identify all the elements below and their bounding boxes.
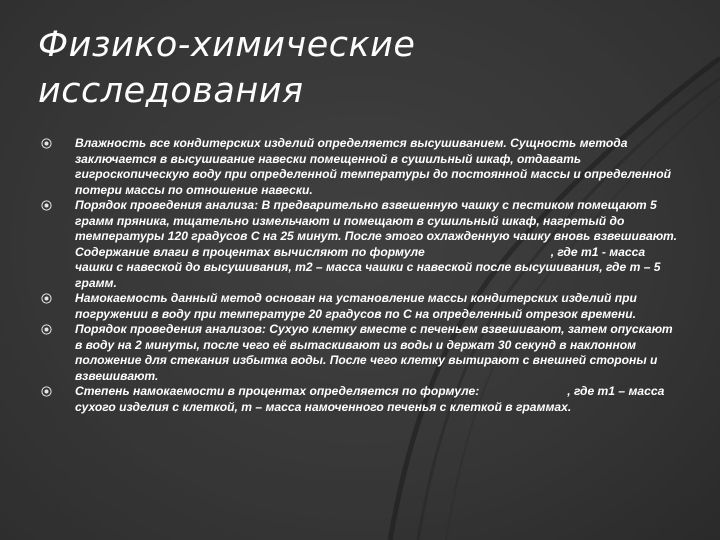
bullet-text-after-formula: , где m1 – масса сухого изделия с клеткой, m – масса намоченного печенья с клеткой в граммах. (75, 384, 665, 414)
bullet-text: Влажность все кондитерских изделий определяется высушиванием. Сущность метода заключается в высушивание навески помещенной в сушильный шкаф, отдавать гигроскопическую воду при определенной температуры до постоянной массы и определенной потери массы по отношение навески. (75, 136, 671, 197)
page-title (38, 22, 678, 114)
bullet-wettability-procedure (40, 322, 680, 384)
title-line-2: исследования (38, 71, 304, 111)
circle-dot-icon (41, 293, 52, 304)
circle-dot-icon (41, 324, 52, 335)
bullet-text-before-formula: Порядок проведения анализа: В предварительно взвешенную чашку с пестиком помещают 5 грамм пряника, тщательно измельчают и помещают в сушильный шкаф, нагретый до температуры 120 градусов С на 25 минут. После этого охлажденную чашку вновь взвешивают. Содержание влаги в процентах вычисляют по формуле (75, 198, 677, 259)
bullet-wettability-definition (40, 291, 680, 322)
circle-dot-icon (41, 386, 52, 397)
circle-dot-icon (41, 200, 52, 211)
bullet-wettability-formula (40, 384, 680, 415)
bullet-text: Порядок проведения анализов: Сухую клетку вместе с печеньем взвешивают, затем опускают в воду на 2 минуты, после чего её вытаскивают из воды и держат 30 секунд в наклонном положение для стекания избытка воды. После чего клетку вытирают с внешней стороны и взвешивают. (75, 322, 673, 383)
bullet-list (40, 136, 680, 415)
bullet-text-before-formula: Степень намокаемости в процентах определяется по формуле: (75, 384, 480, 398)
bullet-moisture-definition (40, 136, 680, 198)
bullet-moisture-procedure (40, 198, 680, 291)
circle-dot-icon (41, 138, 52, 149)
bullet-text-after-formula: , где m1 - масса чашки с навеской до высушивания, m2 – масса чашки с навеской после высушивания, где m – 5 грамм. (75, 244, 661, 290)
bullet-text: Намокаемость данный метод основан на установление массы кондитерских изделий при погружении в воду при температуре 20 градусов по С на определенный отрезок времени. (75, 291, 637, 321)
title-line-1: Физико-химические (38, 25, 416, 65)
